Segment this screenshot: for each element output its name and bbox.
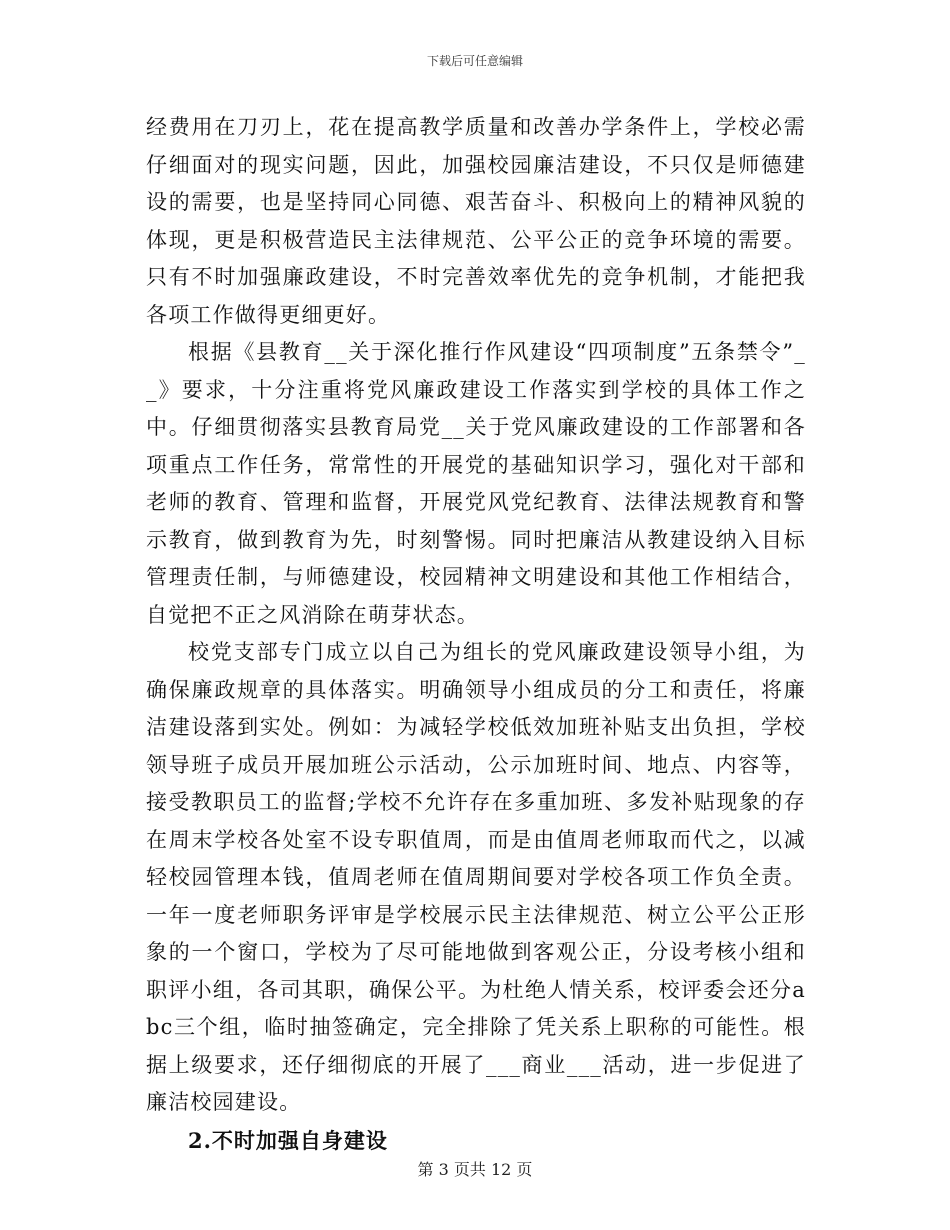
page-number: 第 3 页共 12 页 bbox=[417, 1160, 533, 1179]
paragraph-party-branch: 校党支部专门成立以自己为组长的党风廉政建设领导小组，为确保廉政规章的具体落实。明确领导小组成员的分工和责任，将廉洁建设落到实处。例如：为减轻学校低效加班补贴支出负担，学校领导班子成员开展加班公示活动，公示加班时间、地点、内容等，接受教职员工的监督;学校不允许存在多重加班、多发补贴现象的存在周末学校各处室不设专职值周，而是由值周老师取而代之，以减轻校园管理本钱，值周老师在值周期间要对学校各项工作负全责。一年一度老师职务评审是学校展示民主法律规范、树立公平公正形象的一个窗口，学校为了尽可能地做到客观公正，分设考核小组和职评小组，各司其职，确保公平。为杜绝人情关系，校评委会还分abc三个组，临时抽签确定，完全排除了凭关系上职称的可能性。根据上级要求，还仔细彻底的开展了___商业___活动，进一步促进了廉洁校园建设。 bbox=[146, 640, 806, 1114]
document-body bbox=[146, 109, 806, 1159]
section-heading: 2.不时加强自身建设 bbox=[188, 1127, 388, 1153]
paragraph-county-education: 根据《县教育__关于深化推行作风建设“四项制度”五条禁令”__》要求，十分注重将党风廉政建设工作落实到学校的具体工作之中。仔细贯彻落实县教育局党__关于党风廉政建设的工作部署和各项重点工作任务，常常性的开展党的基础知识学习，强化对干部和老师的教育、管理和监督，开展党风党纪教育、法律法规教育和警示教育，做到教育为先，时刻警惕。同时把廉洁从教建设纳入目标管理责任制，与师德建设，校园精神文明建设和其他工作相结合，自觉把不正之风消除在萌芽状态。 bbox=[146, 340, 806, 627]
page-header: 下载后可任意编辑 bbox=[426, 54, 523, 68]
paragraph-continuation: 经费用在刀刃上，花在提高教学质量和改善办学条件上，学校必需仔细面对的现实问题，因此，加强校园廉洁建设，不只仅是师德建设的需要，也是坚持同心同德、艰苦奋斗、积极向上的精神风貌的体现，更是积极营造民主法律规范、公平公正的竞争环境的需要。只有不时加强廉政建设，不时完善效率优先的竞争机制，才能把我各项工作做得更细更好。 bbox=[146, 115, 806, 327]
